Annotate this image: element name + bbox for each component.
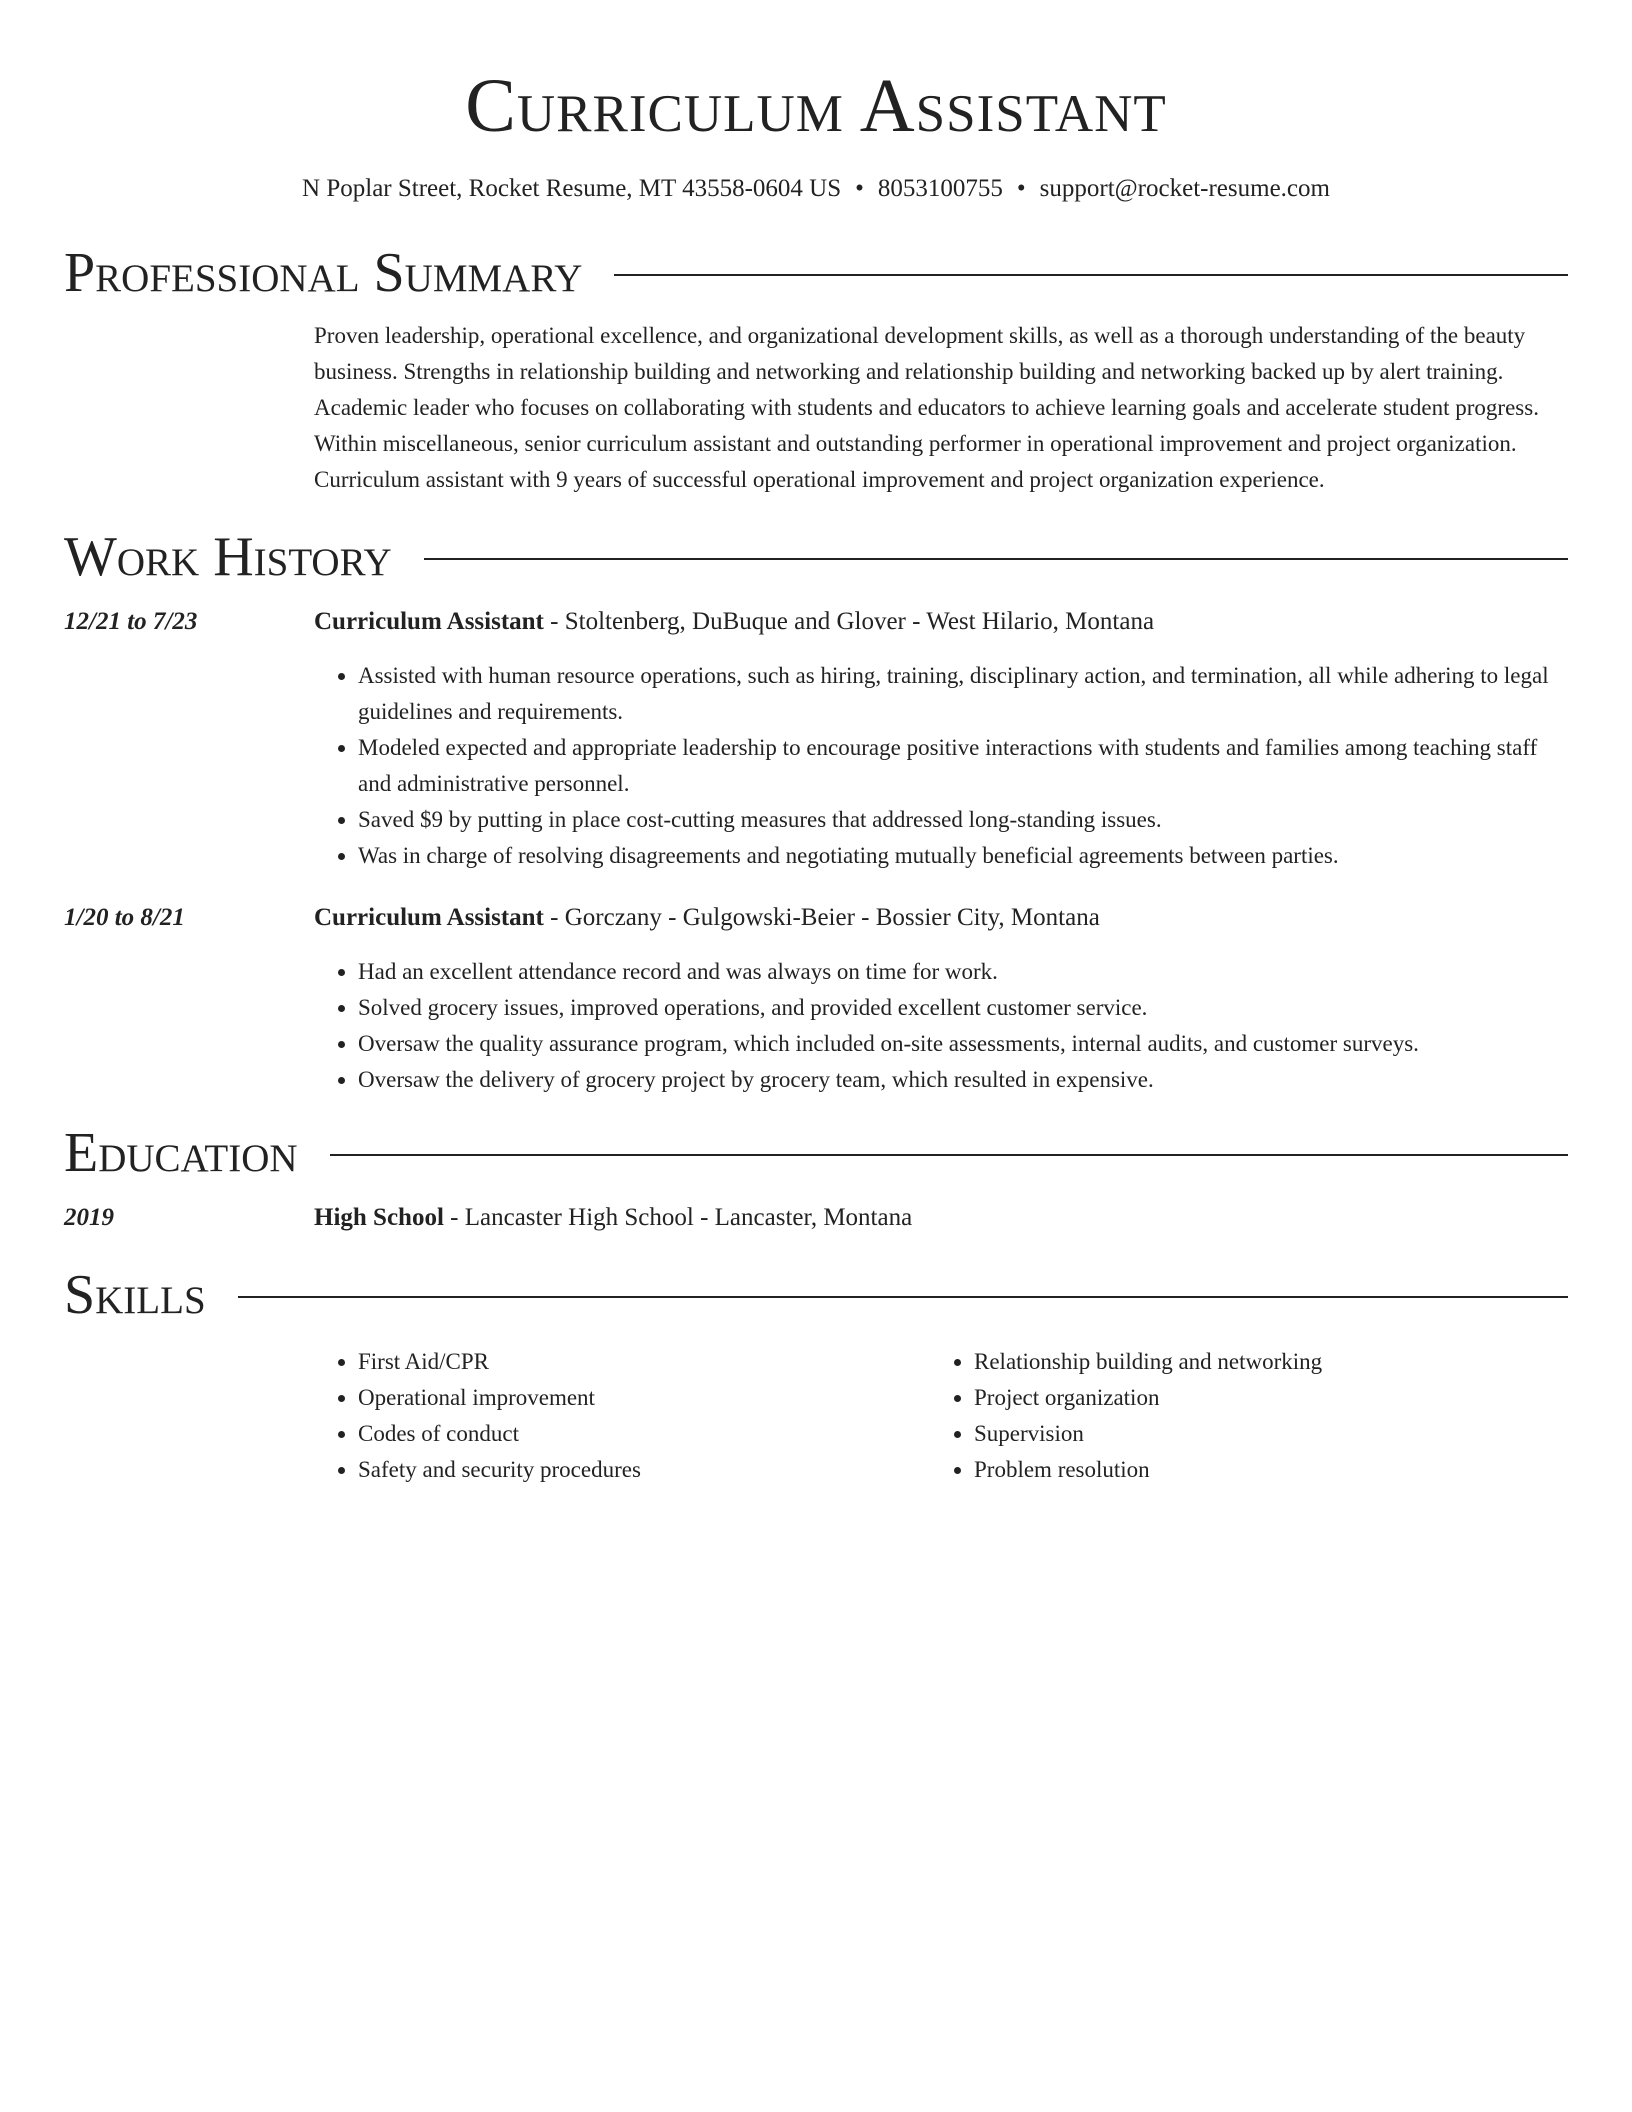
contact-email: support@rocket-resume.com <box>1039 175 1330 202</box>
job-bullet: • Modeled expected and appropriate leadership to encourage positive interactions with students and families among teaching staff and administrative personnel. <box>358 730 1568 802</box>
education-date: 2019 <box>64 1204 114 1231</box>
job-bullet: • Was in charge of resolving disagreements and negotiating mutually beneficial agreements between parties. <box>358 838 1568 874</box>
summary-section-header <box>64 240 1568 306</box>
work-section-title: Work History <box>64 526 392 588</box>
education-section-title: Education <box>64 1122 298 1184</box>
education-degree: High School <box>314 1204 444 1231</box>
skills-column-left <box>314 1344 930 1488</box>
section-divider <box>330 1154 1568 1156</box>
education-section-header <box>64 1120 1568 1186</box>
job-bullets <box>314 658 1568 874</box>
contact-separator: • <box>1016 175 1026 202</box>
skill-item: • Problem resolution <box>974 1452 1546 1488</box>
job-title: Curriculum Assistant <box>314 904 544 931</box>
job-employer: - Stoltenberg, DuBuque and Glover - West Hilario, Montana <box>543 608 1155 635</box>
job-bullet: • Solved grocery issues, improved operations, and provided excellent customer service. <box>358 990 1568 1026</box>
job-title: Curriculum Assistant <box>314 608 544 635</box>
job-bullet: • Oversaw the quality assurance program, which included on-site assessments, internal audits, and customer surveys. <box>358 1026 1568 1062</box>
job-entry <box>64 604 1568 874</box>
job-header <box>314 604 1568 640</box>
job-bullets <box>314 954 1568 1098</box>
skill-item: • First Aid/CPR <box>358 1344 930 1380</box>
section-divider <box>424 558 1568 560</box>
skills-section-header <box>64 1262 1568 1328</box>
skill-item: • Relationship building and networking <box>974 1344 1546 1380</box>
job-dates: 12/21 to 7/23 <box>64 608 198 635</box>
job-entry <box>64 900 1568 1098</box>
skill-item: • Codes of conduct <box>358 1416 930 1452</box>
contact-address: N Poplar Street, Rocket Resume, MT 43558-0604 US <box>302 175 842 202</box>
skill-item: • Operational improvement <box>358 1380 930 1416</box>
summary-text: Proven leadership, operational excellence, and organizational development skills, as well as a thorough understanding of the beauty business. Strengths in relationship building and networking and relationship building and networking backed up by alert training. Academic leader who focuses on collaborating with students and educators to achieve learning goals and accelerate student progress. Within miscellaneous, senior curriculum assistant and outstanding performer in operational improvement and project organization. Curriculum assistant with 9 years of successful operational improvement and project organization experience. <box>314 323 1539 492</box>
skill-item: • Supervision <box>974 1416 1546 1452</box>
skill-item: • Project organization <box>974 1380 1546 1416</box>
skills-column-right <box>930 1344 1546 1488</box>
work-section-header <box>64 524 1568 590</box>
job-bullet: • Saved $9 by putting in place cost-cutting measures that addressed long-standing issues. <box>358 802 1568 838</box>
job-employer: - Gorczany - Gulgowski-Beier - Bossier City, Montana <box>543 904 1100 931</box>
skills-section-title: Skills <box>64 1264 206 1326</box>
section-divider <box>614 274 1568 276</box>
job-header <box>314 900 1568 936</box>
contact-phone: 8053100755 <box>877 175 1003 202</box>
resume-name: Curriculum Assistant <box>465 64 1167 148</box>
education-header <box>314 1200 1568 1236</box>
job-bullet: • Had an excellent attendance record and was always on time for work. <box>358 954 1568 990</box>
education-school: - Lancaster High School - Lancaster, Montana <box>443 1204 913 1231</box>
section-divider <box>238 1296 1568 1298</box>
skills-list <box>314 1344 1568 1488</box>
job-bullet: • Assisted with human resource operations, such as hiring, training, disciplinary action, and termination, all while adhering to legal guidelines and requirements. <box>358 658 1568 730</box>
education-entry <box>64 1200 1568 1236</box>
job-bullet: • Oversaw the delivery of grocery project by grocery team, which resulted in expensive. <box>358 1062 1568 1098</box>
contact-line <box>64 172 1568 206</box>
job-dates: 1/20 to 8/21 <box>64 904 185 931</box>
skill-item: • Safety and security procedures <box>358 1452 930 1488</box>
contact-separator: • <box>855 175 864 202</box>
summary-section-title: Professional Summary <box>64 242 583 304</box>
